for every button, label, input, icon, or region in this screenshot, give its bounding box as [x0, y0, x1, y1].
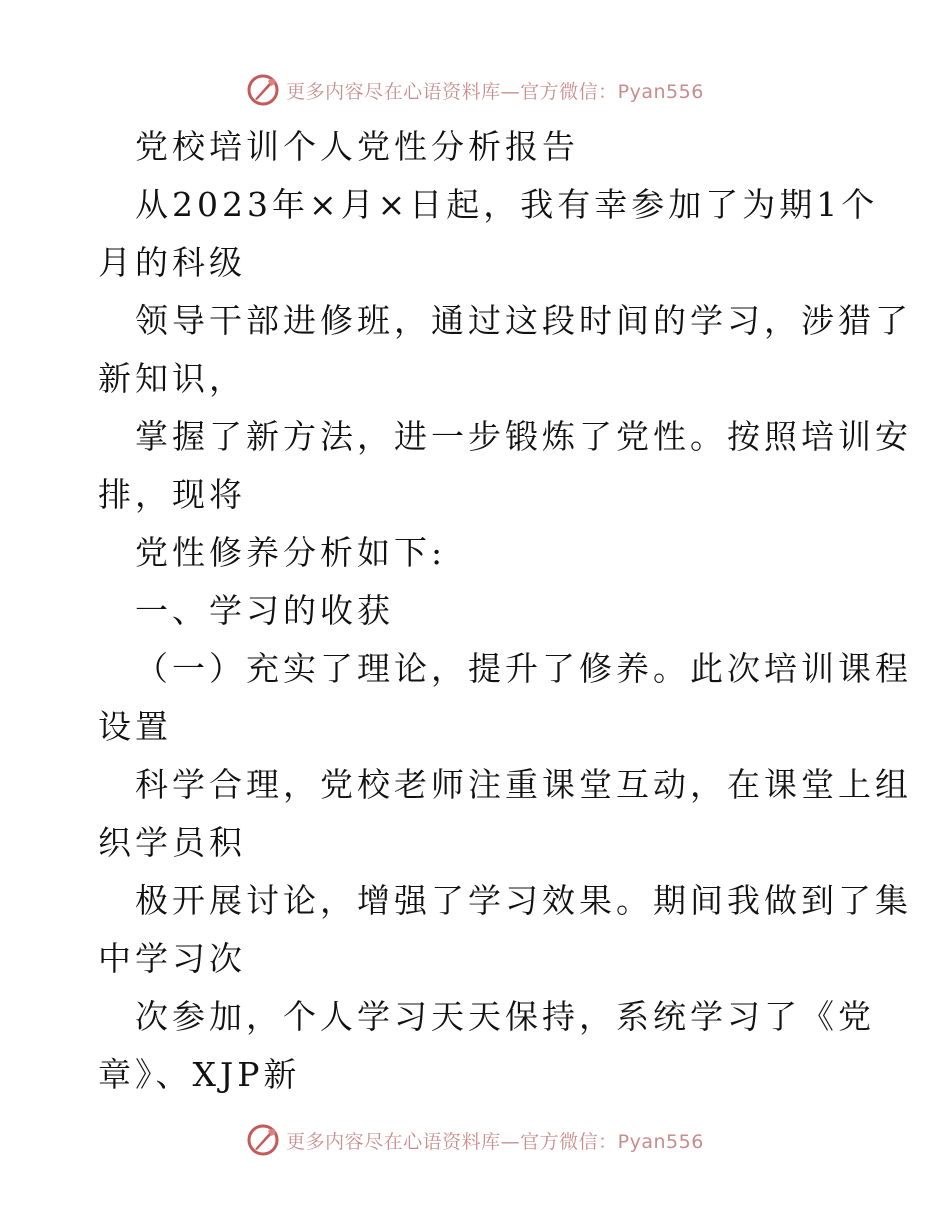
- section-heading: 一、学习的收获: [135, 591, 394, 630]
- quill-pen-logo-icon: [246, 73, 280, 107]
- paragraph-line: 从2023年×月×日起，我有幸参加了为期1个: [135, 185, 879, 224]
- footer-watermark: [0, 1120, 950, 1160]
- document-title: 党校培训个人党性分析报告: [135, 127, 579, 166]
- watermark-text: 更多内容尽在心语资料库—官方微信：Pyan556: [286, 1130, 704, 1153]
- paragraph-line: 次参加，个人学习天天保持，系统学习了《党: [135, 997, 875, 1036]
- paragraph-line: 排，现将: [98, 475, 246, 514]
- header-watermark: [0, 70, 950, 110]
- paragraph-line: 掌握了新方法，进一步锻炼了党性。按照培训安: [135, 417, 912, 456]
- paragraph-line: 新知识，: [98, 359, 246, 398]
- watermark-text: 更多内容尽在心语资料库—官方微信：Pyan556: [286, 80, 704, 103]
- paragraph-line: 领导干部进修班，通过这段时间的学习，涉猎了: [135, 301, 912, 340]
- paragraph-line: 极开展讨论，增强了学习效果。期间我做到了集: [135, 881, 912, 920]
- paragraph-line: 党性修养分析如下:: [135, 533, 447, 572]
- paragraph-line: 设置: [98, 707, 172, 746]
- paragraph-line: 织学员积: [98, 823, 246, 862]
- paragraph-line: 中学习次: [98, 939, 246, 978]
- paragraph-line: 科学合理，党校老师注重课堂互动，在课堂上组: [135, 765, 912, 804]
- paragraph-line: 月的科级: [98, 243, 246, 282]
- paragraph-line: 章》、XJP新: [98, 1055, 301, 1094]
- quill-pen-logo-icon: [246, 1123, 280, 1157]
- subsection-heading: （一）充实了理论，提升了修养。此次培训课程: [135, 649, 912, 688]
